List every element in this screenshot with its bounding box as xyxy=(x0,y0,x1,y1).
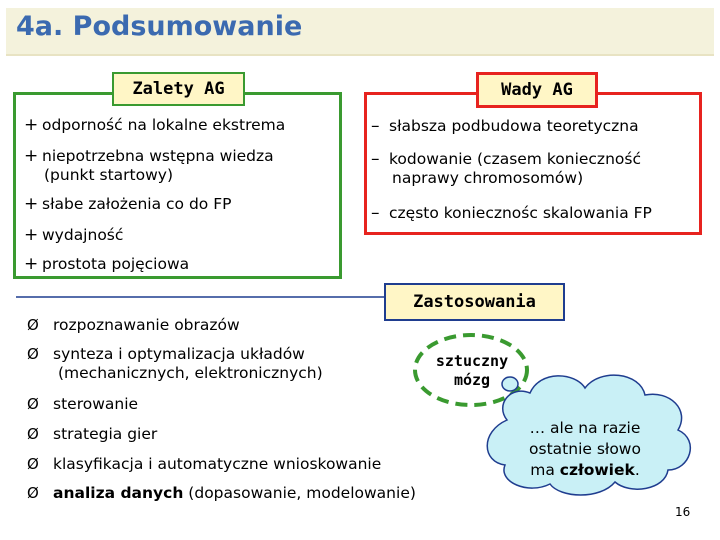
cons-item-continuation: naprawy chromosomów) xyxy=(392,169,584,187)
application-text: strategia gier xyxy=(53,425,158,443)
page-title: 4a. Podsumowanie xyxy=(16,11,303,42)
application-continuation: (mechanicznych, elektronicznych) xyxy=(58,364,323,382)
pros-item-text: prostota pojęciowa xyxy=(42,255,190,273)
plus-sign: + xyxy=(24,146,39,166)
pros-item-text: słabe założenia co do FP xyxy=(42,195,232,213)
arrow-bullet-icon: Ø xyxy=(27,455,39,473)
cloud-text-line: … ale na razie xyxy=(529,419,641,437)
page-number: 16 xyxy=(675,505,691,519)
arrow-bullet-icon: Ø xyxy=(27,484,39,502)
cloud-text-prefix: ma xyxy=(530,461,560,479)
minus-sign: – xyxy=(371,116,380,136)
application-item xyxy=(27,455,381,474)
cons-item-text: często koniecznośc skalowania FP xyxy=(389,204,652,222)
application-text: synteza i optymalizacja układów xyxy=(53,345,305,363)
plus-sign: + xyxy=(24,115,39,135)
brain-label-line: mózg xyxy=(453,371,491,389)
application-item xyxy=(27,395,138,414)
application-text: rozpoznawanie obrazów xyxy=(53,316,240,334)
arrow-bullet-icon: Ø xyxy=(27,345,39,363)
arrow-bullet-icon: Ø xyxy=(27,316,39,334)
cloud-text-suffix: . xyxy=(634,461,640,479)
pros-item-continuation: (punkt startowy) xyxy=(44,166,173,184)
applications-header: Zastosowania xyxy=(384,283,565,321)
application-text-bold: analiza danych xyxy=(53,484,184,502)
brain-label-line: sztuczny xyxy=(435,352,509,370)
pros-item-text: niepotrzebna wstępna wiedza xyxy=(42,147,274,165)
brain-label xyxy=(420,352,524,390)
cloud-text-bold: człowiek xyxy=(559,461,635,479)
minus-sign: – xyxy=(371,203,380,223)
cloud-text-line: ostatnie słowo xyxy=(529,440,641,458)
pros-item-text: odporność na lokalne ekstrema xyxy=(42,116,286,134)
application-item xyxy=(27,345,323,383)
cloud-text-line xyxy=(505,460,665,481)
cloud-text xyxy=(505,418,665,481)
cons-header: Wady AG xyxy=(476,72,598,108)
application-text: (dopasowanie, modelowanie) xyxy=(183,484,416,502)
application-item xyxy=(27,425,157,444)
application-item xyxy=(27,484,416,503)
cons-item-text: słabsza podbudowa teoretyczna xyxy=(389,117,639,135)
plus-sign: + xyxy=(24,194,39,214)
pros-item-text: wydajność xyxy=(42,226,124,244)
application-text: sterowanie xyxy=(53,395,139,413)
minus-sign: – xyxy=(371,149,380,169)
cons-item-text: kodowanie (czasem konieczność xyxy=(389,150,641,168)
arrow-bullet-icon: Ø xyxy=(27,425,39,443)
application-item xyxy=(27,316,240,335)
pros-header: Zalety AG xyxy=(112,72,245,106)
application-text: klasyfikacja i automatyczne wnioskowanie xyxy=(53,455,382,473)
arrow-bullet-icon: Ø xyxy=(27,395,39,413)
plus-sign: + xyxy=(24,225,39,245)
plus-sign: + xyxy=(24,254,39,274)
